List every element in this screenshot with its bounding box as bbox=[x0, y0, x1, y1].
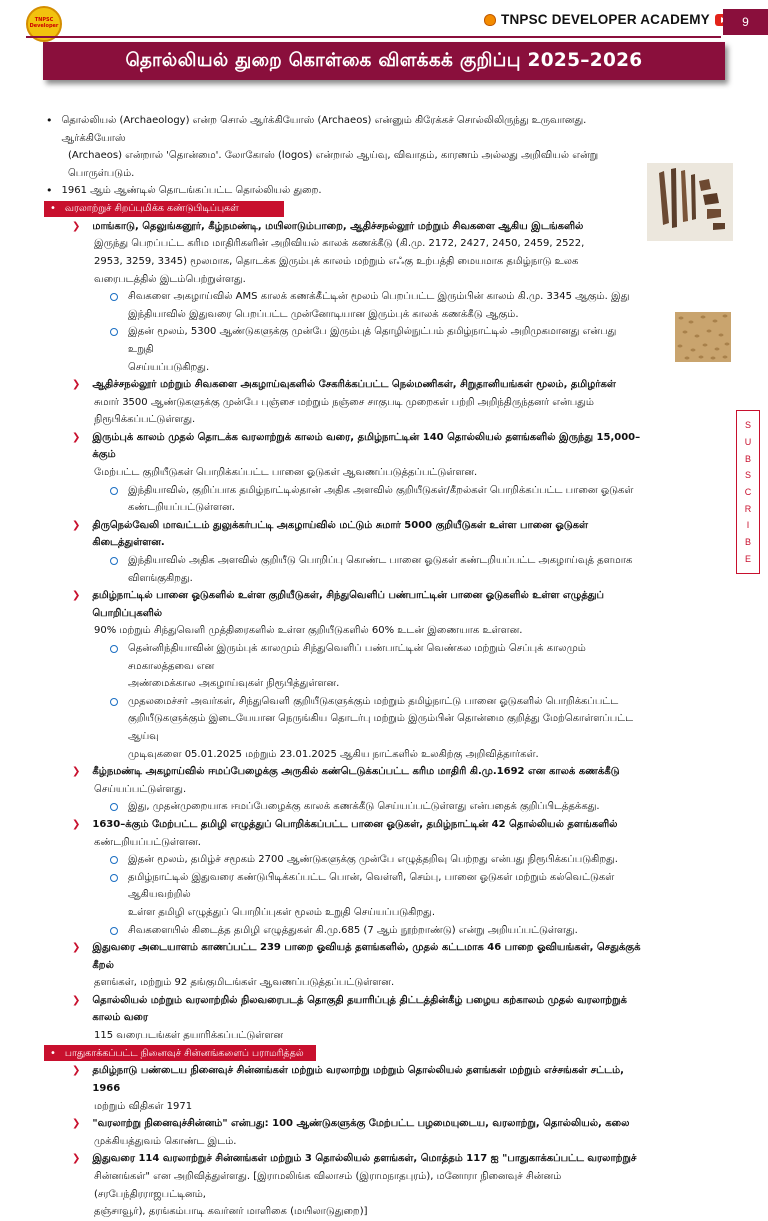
sub-item bbox=[110, 288, 642, 306]
subscribe-letter: S bbox=[744, 470, 751, 481]
sub-item bbox=[110, 922, 642, 940]
line-text: சிவகளையில் கிடைத்த தமிழி எழுத்துகள் கி.மு.685 (7 ஆம் நூற்றாண்டு) என்று அறியப்பட்டுள்ளது. bbox=[128, 924, 578, 936]
line-text: திருநெல்வேலி மாவட்டம் துலுக்கர்பட்டி அகழாய்வில் மட்டும் சுமார் 5000 குறியீடுகள் உள்ள பானை ஓடுகள் கிடைத்துள்ளன. bbox=[92, 519, 589, 549]
chevron-right-icon: ❯ bbox=[72, 766, 81, 778]
line-text: "வரலாற்று நினைவுச்சின்னம்" என்பது: 100 ஆண்டுகளுக்கு மேற்பட்ட பழமையுடைய, வரலாற்று, தொல்லியல், கலை bbox=[92, 1118, 630, 1130]
line-text: செய்யப்படுகிறது. bbox=[128, 361, 210, 373]
title-banner bbox=[43, 42, 725, 80]
subscribe-letter: I bbox=[746, 520, 750, 531]
arrow-item bbox=[72, 1150, 642, 1168]
line-text: மாங்காடு, தெலுங்கனூர், கீழ்நமண்டி, மயிலாடும்பாறை, ஆதிச்சநல்லூர் மற்றும் சிவகளை ஆகிய இடங்களில் bbox=[92, 220, 584, 232]
subscribe-letter: U bbox=[744, 436, 752, 447]
line-text: இது, முதன்முறையாக ஈமப்பேழைக்கு காலக் கணக்கீடு செய்யப்பட்டுள்ளது என்பதைக் குறிப்பிடத்தக்கது. bbox=[128, 801, 600, 813]
line-text: தஞ்சாவூர்), தரங்கம்பாடி கவர்னர் மாளிகை (மயிலாடுதுறை)] bbox=[94, 1206, 368, 1218]
line-text: இருந்து பெறப்பட்ட கரிம மாதிரிகளின் அறிவியல் காலக் கணக்கீடு (கி.மு. 2172, 2427, 2450, 2459, 2522, bbox=[94, 238, 585, 250]
circle-bullet-icon bbox=[110, 487, 118, 495]
circle-bullet-icon bbox=[110, 874, 118, 882]
line-text: சின்னங்கள்" என அறிவித்துள்ளது. [இராமலிங்க விலாசம் (இராமநாதபுரம்), மனோரா நினைவுச் சின்னம் (சரபேந்திரராஜபட்டினம், bbox=[94, 1171, 562, 1200]
arrow-continuation bbox=[94, 781, 642, 799]
line-text: தமிழ்நாட்டில் பானை ஓடுகளில் உள்ள குறியீடுகள், சிந்துவெளிப் பண்பாட்டின் பானை ஓடுகளில் உள்ள எழுத்துப் பொறிப்புகளில் bbox=[92, 590, 604, 619]
line-text: இந்தியாவில் அதிக அளவில் குறியீடு பொறிப்பு கொண்ட பானை ஓடுகள் கண்டறியப்பட்ட அகழாய்வுத் தளமாக bbox=[128, 555, 633, 567]
line-text: கண்டறியப்பட்டுள்ளன. bbox=[94, 836, 201, 848]
sub-item bbox=[110, 482, 642, 500]
sub-item-continuation bbox=[128, 306, 642, 324]
line-text: தமிழ்நாடு பண்டைய நினைவுச் சின்னங்கள் மற்றும் வரலாற்று மற்றும் தொல்லியல் தளங்கள் மற்றும் எச்சங்கள் சட்டம், 1966 bbox=[92, 1065, 624, 1095]
line-text: கண்டறியப்பட்டுள்ளன. bbox=[128, 502, 235, 514]
line-text: 1630–க்கும் மேற்பட்ட தமிழி எழுத்துப் பொறிக்கப்பட்ட பானை ஓடுகள், தமிழ்நாட்டின் 42 தொல்லியல் தளங்களில் bbox=[92, 818, 618, 830]
academy-name: TNPSC DEVELOPER ACADEMY bbox=[501, 12, 710, 27]
line-text: சிவகளை அகழாய்வில் AMS காலக் கணக்கீட்டின் மூலம் பெறப்பட்ட இரும்பின் காலம் கி.மு. 3345 ஆகும். இது bbox=[128, 291, 630, 303]
circle-bullet-icon bbox=[110, 328, 118, 336]
arrow-item bbox=[72, 517, 642, 552]
arrow-item bbox=[72, 376, 642, 394]
line-text: பாதுகாக்கப்பட்ட நினைவுச் சின்னங்களைப் பராமரித்தல் bbox=[64, 1047, 304, 1059]
line-text: தென்னிந்தியாவின் இரும்புக் காலமும் சிந்துவெளிப் பண்பாட்டின் வெண்கல மற்றும் செப்புக் காலமும் சமகாலத்தவை என bbox=[128, 643, 586, 672]
line-text: இதுவரை 114 வரலாற்றுச் சின்னங்கள் மற்றும் 3 தொல்லியல் தளங்கள், மொத்தம் 117 ஐ "பாதுகாக்கப்பட்ட வரலாற்றுச் bbox=[92, 1153, 637, 1165]
chevron-right-icon: ❯ bbox=[72, 1065, 81, 1077]
circle-bullet-icon bbox=[110, 293, 118, 301]
line-text: இரும்புக் காலம் முதல் தொடக்க வரலாற்றுக் காலம் வரை, தமிழ்நாட்டின் 140 தொல்லியல் தளங்களில் இருந்து 15,000–க்கும் bbox=[92, 431, 641, 461]
line-text: தமிழ்நாட்டில் இதுவரை கண்டுபிடிக்கப்பட்ட பொன், வெள்ளி, செம்பு, பானை ஓடுகள் மற்றும் கல்வெட்டுகள் ஆகியவற்றில் bbox=[128, 871, 615, 901]
line-text: (Archaeos) என்றால் 'தொன்மை'. லோகோஸ் (logos) என்றால் ஆய்வு, விவாதம், காரணம் அல்லது அறிவியல் என்று பொருள்படும். bbox=[68, 150, 599, 179]
sub-item-continuation bbox=[128, 710, 642, 745]
arrow-item bbox=[72, 939, 642, 974]
subscribe-letter: B bbox=[744, 453, 751, 464]
sub-item bbox=[110, 323, 642, 358]
chevron-right-icon: ❯ bbox=[72, 220, 81, 232]
page-number: 9 bbox=[723, 9, 768, 35]
bulb-icon bbox=[484, 14, 496, 26]
bullet-icon: • bbox=[50, 1047, 56, 1059]
circle-bullet-icon bbox=[110, 803, 118, 811]
sub-item bbox=[110, 851, 642, 869]
line-text: ஆதிச்சநல்லூர் மற்றும் சிவகளை அகழாய்வுகளில் சேகரிக்கப்பட்ட நெல்மணிகள், சிறுதானியங்கள் மூலம், தமிழர்கள் bbox=[92, 379, 616, 391]
bullet-icon: • bbox=[50, 202, 56, 214]
line-text: தொல்லியல் மற்றும் வரலாற்றில் நிலவரைபடத் தொகுதி தயாரிப்புத் திட்டத்தின்கீழ் பழைய கற்காலம் முதல் வரலாற்றுக் காலம் வரை bbox=[92, 994, 627, 1024]
sub-item bbox=[110, 869, 642, 904]
circle-bullet-icon bbox=[110, 645, 118, 653]
academy-brand bbox=[484, 12, 732, 27]
subscribe-letter: B bbox=[744, 536, 751, 547]
line-text: வரைபடத்தில் இடம்பெற்றுள்ளது. bbox=[94, 273, 246, 285]
section-heading bbox=[44, 1045, 316, 1061]
sub-item-continuation bbox=[128, 359, 642, 377]
sub-item-continuation bbox=[128, 675, 642, 693]
sub-item-continuation bbox=[128, 746, 642, 764]
arrow-item bbox=[72, 218, 642, 236]
grains-image bbox=[675, 312, 731, 362]
line-text: இதன் மூலம், 5300 ஆண்டுகளுக்கு முன்பே இரும்புத் தொழில்நுட்பம் தமிழ்நாட்டில் அறிமுகமானது என்பது உறுதி bbox=[128, 326, 617, 355]
chevron-right-icon: ❯ bbox=[72, 1118, 81, 1130]
arrow-item bbox=[72, 816, 642, 834]
bullet-item bbox=[46, 112, 642, 147]
chevron-right-icon: ❯ bbox=[72, 590, 81, 602]
line-text: • 1961 ஆம் ஆண்டில் தொடங்கப்பட்ட தொல்லியல் துறை. bbox=[61, 185, 322, 197]
bullet-item bbox=[46, 182, 642, 200]
sub-item bbox=[110, 798, 642, 816]
arrow-continuation bbox=[94, 411, 642, 429]
arrow-continuation bbox=[94, 1027, 642, 1045]
arrow-item bbox=[72, 763, 642, 781]
line-text: தளங்கள், மற்றும் 92 தங்குமிடங்கள் ஆவணப்படுத்தப்பட்டுள்ளன. bbox=[94, 977, 395, 989]
circle-bullet-icon bbox=[110, 557, 118, 565]
arrow-continuation bbox=[94, 464, 642, 482]
sub-item-continuation bbox=[128, 570, 642, 588]
line-text: குறியீடுகளுக்கும் இடையேயான நெருங்கிய தொடர்பு மற்றும் இரும்பின் தொன்மை குறித்து மேற்கொள்ளப்பட்ட ஆய்வு bbox=[128, 713, 634, 742]
subscribe-box[interactable] bbox=[736, 410, 760, 574]
arrow-continuation bbox=[94, 1098, 642, 1116]
circle-bullet-icon bbox=[110, 856, 118, 864]
section-heading-row bbox=[42, 1045, 642, 1063]
circle-bullet-icon bbox=[110, 698, 118, 706]
document-body bbox=[42, 112, 642, 1221]
subscribe-letter: R bbox=[744, 503, 752, 514]
line-text: 2953, 3259, 3345) மூலமாக, தொடக்க இரும்புக் காலம் மற்றும் எஃகு உற்பத்தி மையமாக தமிழ்நாடு உலக bbox=[94, 255, 579, 267]
sub-item bbox=[110, 693, 642, 711]
chevron-right-icon: ❯ bbox=[72, 994, 81, 1006]
arrow-continuation bbox=[94, 253, 642, 271]
section-heading bbox=[44, 201, 284, 217]
page-title: தொல்லியல் துறை கொள்கை விளக்கக் குறிப்பு 2025–2026 bbox=[125, 49, 643, 71]
iron-tools-illustration bbox=[647, 163, 733, 241]
line-text: இதுவரை அடையாளம் காணப்பட்ட 239 பாறை ஓவியத் தளங்களில், முதல் கட்டமாக 46 பாறை ஓவியங்கள், செதுக்குக் கீறல் bbox=[92, 942, 641, 971]
page-header bbox=[0, 0, 768, 42]
arrow-item bbox=[72, 992, 642, 1027]
line-text: முக்கியத்துவம் கொண்ட இடம். bbox=[94, 1135, 237, 1147]
line-text: • தொல்லியல் (Archaeology) என்ற சொல் ஆர்க்கியோஸ் (Archaeos) என்னும் கிரேக்கச் சொல்லிலிருந்து உருவானது. ஆர்க்கியோஸ் bbox=[61, 115, 587, 144]
bullet-continuation bbox=[68, 147, 642, 182]
line-text: விளங்குகிறது. bbox=[128, 572, 193, 584]
line-text: உள்ள தமிழி எழுத்துப் பொறிப்புகள் மூலம் உறுதி செய்யப்படுகிறது. bbox=[128, 906, 436, 918]
chevron-right-icon: ❯ bbox=[72, 519, 81, 531]
sub-item bbox=[110, 552, 642, 570]
chevron-right-icon: ❯ bbox=[72, 1153, 81, 1165]
line-text: இந்தியாவில், குறிப்பாக தமிழ்நாட்டில்தான் அதிக அளவில் குறியீடுகள்/கீறல்கள் பொறிக்கப்பட்ட பானை ஓடுகள் bbox=[128, 484, 634, 496]
line-text: வரலாற்றுச் சிறப்புமிக்க கண்டுபிடிப்புகள் bbox=[64, 202, 239, 214]
line-text: இந்தியாவில் இதுவரை பெறப்பட்ட முன்னோடியான இரும்புக் காலக் கணக்கீடு ஆகும். bbox=[128, 308, 519, 320]
chevron-right-icon: ❯ bbox=[72, 818, 81, 830]
line-text: செய்யப்பட்டுள்ளது. bbox=[94, 783, 187, 795]
line-text: இதன் மூலம், தமிழ்ச் சமூகம் 2700 ஆண்டுகளுக்கு முன்பே எழுத்தறிவு பெற்றது என்பது நிரூபிக்கப்படுகிறது. bbox=[128, 854, 618, 866]
arrow-continuation bbox=[94, 1203, 642, 1221]
section-heading-row bbox=[42, 200, 642, 218]
circle-bullet-icon bbox=[110, 927, 118, 935]
arrow-item bbox=[72, 1115, 642, 1133]
line-text: அண்மைக்கால அகழாய்வுகள் நிரூபித்துள்ளன. bbox=[128, 678, 340, 690]
arrow-continuation bbox=[94, 394, 642, 412]
chevron-right-icon: ❯ bbox=[72, 379, 81, 391]
chevron-right-icon: ❯ bbox=[72, 942, 81, 954]
line-text: முடிவுகளை 05.01.2025 மற்றும் 23.01.2025 ஆகிய நாட்களில் உலகிற்கு அறிவித்தார்கள். bbox=[128, 748, 539, 760]
arrow-continuation bbox=[94, 235, 642, 253]
arrow-continuation bbox=[94, 622, 642, 640]
iron-tools-image bbox=[647, 163, 733, 241]
sub-item bbox=[110, 640, 642, 675]
line-text: 115 வரைபடங்கள் தயாரிக்கப்பட்டுள்ளன bbox=[94, 1030, 284, 1042]
arrow-item bbox=[72, 587, 642, 622]
line-text: முதலமைச்சர் அவர்கள், சிந்துவெளி குறியீடுகளுக்கும் மற்றும் தமிழ்நாட்டு பானை ஓடுகளில் பொறிக்கப்பட்ட bbox=[128, 695, 619, 707]
subscribe-letter: S bbox=[744, 420, 751, 431]
subscribe-letter: C bbox=[744, 486, 752, 497]
arrow-continuation bbox=[94, 271, 642, 289]
logo-line1: TNPSC bbox=[34, 17, 54, 24]
arrow-continuation bbox=[94, 834, 642, 852]
line-text: சுமார் 3500 ஆண்டுகளுக்கு முன்பே புஞ்சை மற்றும் நஞ்சை சாகுபடி முறைகள் பற்றி அறிந்திருந்தனர் என்பதும் bbox=[94, 396, 594, 408]
logo-line2: Developer bbox=[29, 23, 59, 29]
line-text: மேற்பட்ட குறியீடுகள் பொறிக்கப்பட்ட பானை ஓடுகள் ஆவணப்படுத்தப்பட்டுள்ளன. bbox=[94, 467, 478, 479]
chevron-right-icon: ❯ bbox=[72, 431, 81, 443]
line-text: 90% மற்றும் சிந்துவெளி முத்திரைகளில் உள்ள குறியீடுகளில் 60% உடன் இணையாக உள்ளன. bbox=[94, 625, 523, 637]
line-text: நிரூபிக்கப்பட்டுள்ளது. bbox=[94, 414, 196, 426]
line-text: கீழ்நமண்டி அகழாய்வில் ஈமப்பேழைக்கு அருகில் கண்டெடுக்கப்பட்ட கரிம மாதிரி கி.மு.1692 என காலக் கணக்கீடு bbox=[92, 766, 620, 778]
line-text: மற்றும் விதிகள் 1971 bbox=[94, 1100, 193, 1112]
arrow-item bbox=[72, 429, 642, 464]
arrow-continuation bbox=[94, 1133, 642, 1151]
header-divider bbox=[26, 36, 721, 38]
subscribe-letter: E bbox=[744, 553, 751, 564]
arrow-continuation bbox=[94, 974, 642, 992]
sub-item-continuation bbox=[128, 499, 642, 517]
sub-item-continuation bbox=[128, 904, 642, 922]
arrow-continuation bbox=[94, 1168, 642, 1203]
arrow-item bbox=[72, 1062, 642, 1097]
grains-illustration bbox=[675, 312, 731, 362]
